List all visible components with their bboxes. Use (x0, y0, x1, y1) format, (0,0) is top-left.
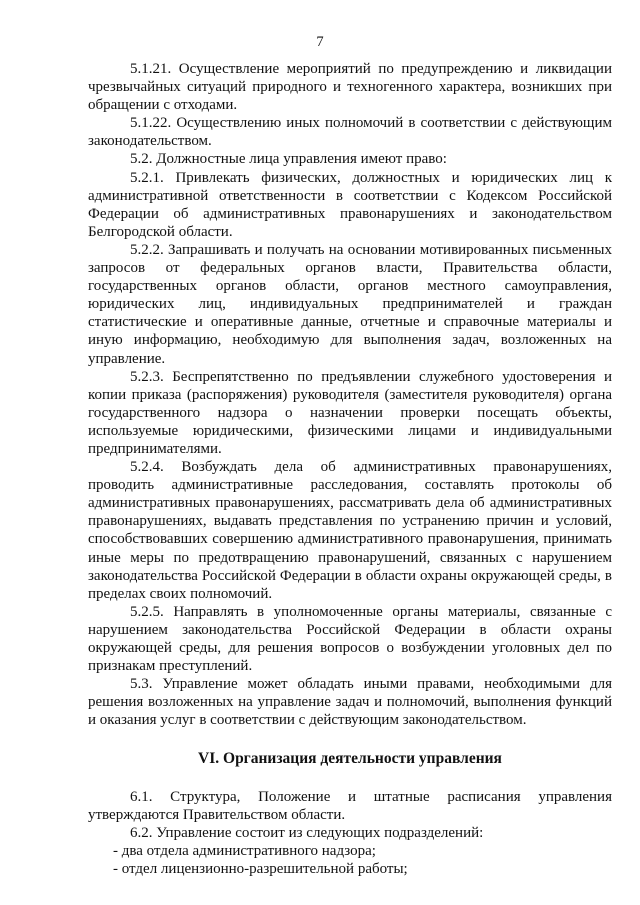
paragraph-5-3: 5.3. Управление может обладать иными правами, необходимыми для решения возложенных на управление задач и полномочий, выполнения функций и оказания услуг в соответствии с действующим законодательством. (88, 676, 612, 729)
paragraph-5-1-21: 5.1.21. Осуществление мероприятий по предупреждению и ликвидации чрезвычайных ситуаций природного и техногенного характера, возникших при обращении с отходами. (88, 61, 612, 114)
paragraph-5-2-3: 5.2.3. Беспрепятственно по предъявлении служебного удостоверения и копии приказа (распоряжения) руководителя (заместителя руководителя) органа государственного надзора о назначении проверки посещать объекты, используемые юридическими, физическими лицами и индивидуальными предпринимателями. (88, 368, 612, 457)
paragraph-6-2: 6.2. Управление состоит из следующих подразделений: (130, 824, 484, 841)
paragraph-5-2-2: 5.2.2. Запрашивать и получать на основании мотивированных письменных запросов от федеральных органов власти, Правительства области, государственных органов области, органов местного самоуправления, юридических лиц, индивидуальных предпринимателей и граждан статистические и оперативные данные, отчетные и справочные материалы и иную информацию, необходимую для выполнения задач, возложенных на управление. (88, 241, 612, 367)
paragraph-5-2: 5.2. Должностные лица управления имеют право: (130, 151, 447, 168)
section-heading: VI. Организация деятельности управления (198, 750, 502, 768)
paragraph-5-1-22: 5.1.22. Осуществлению иных полномочий в соответствии с действующим законодательством. (88, 115, 612, 150)
paragraph-5-2-1: 5.2.1. Привлекать физических, должностных и юридических лиц к административной ответственности в соответствии с Кодексом Российской Федерации об административных правонарушениях и законодательством Белгородской области. (88, 169, 612, 240)
paragraph-5-2-4: 5.2.4. Возбуждать дела об административных правонарушениях, проводить административные расследования, составлять протоколы об административных правонарушениях, рассматривать дела об административных правонарушениях, выдавать представления по устранению причин и условий, способствовавших совершению административного правонарушения, принимать иные меры по предотвращению правонарушений, связанных с нарушением законодательства Российской Федерации в области охраны окружающей среды, в пределах своих полномочий. (88, 459, 612, 602)
list-item: - два отдела административного надзора; (113, 842, 376, 859)
paragraph-6-1: 6.1. Структура, Положение и штатные расписания управления утверждаются Правительством области. (88, 788, 612, 823)
document-body (88, 60, 612, 878)
page-number: 7 (316, 34, 324, 50)
list-item: - отдел лицензионно-разрешительной работы; (113, 860, 408, 877)
paragraph-5-2-5: 5.2.5. Направлять в уполномоченные органы материалы, связанные с нарушением законодательства Российской Федерации в области охраны окружающей среды, для решения вопросов о возбуждении уголовных дел по признакам преступлений. (88, 603, 612, 675)
